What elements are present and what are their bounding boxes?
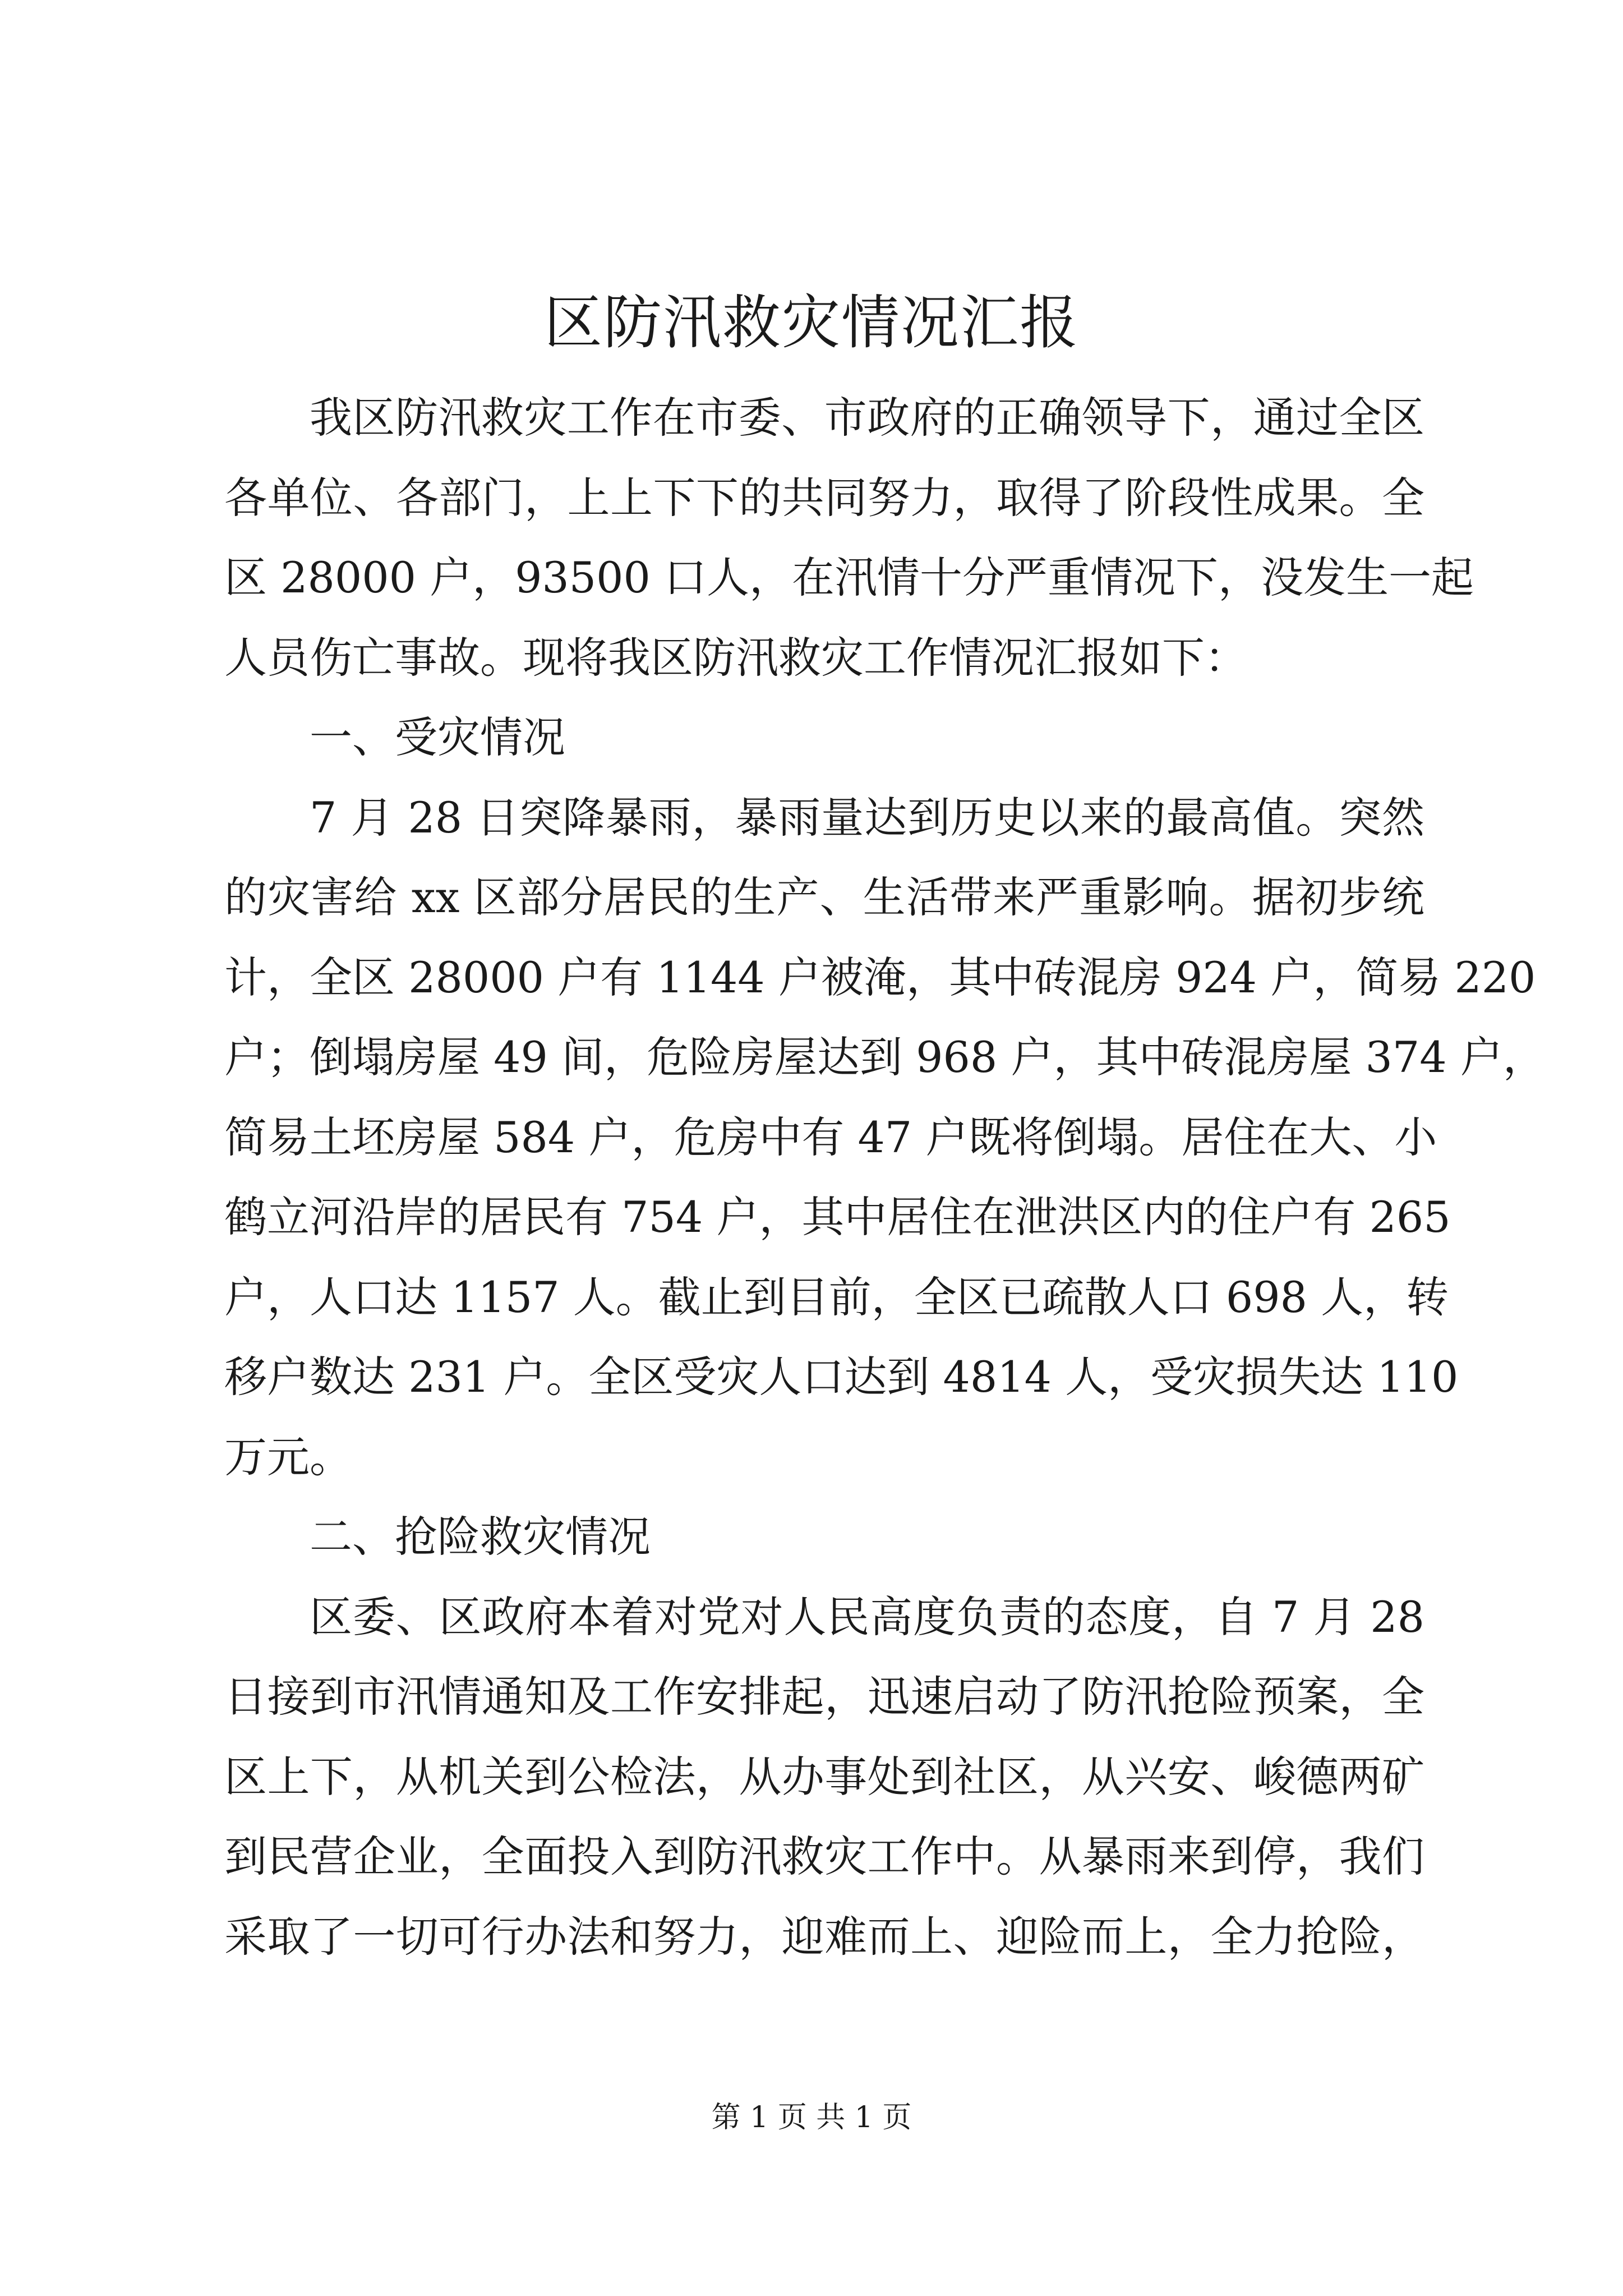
body-line: 户，人口达 1157 人。截止到目前，全区已疏散人口 698 人，转: [224, 1272, 1449, 1322]
body-line: 简易土坯房屋 584 户，危房中有 47 户既将倒塌。居住在大、小: [224, 1112, 1437, 1162]
body-line: 我区防汛救灾工作在市委、市政府的正确领导下，通过全区: [310, 393, 1424, 443]
body-line: 万元。: [224, 1432, 352, 1482]
body-line: 计，全区 28000 户有 1144 户被淹，其中砖混房 924 户，简易 220: [224, 953, 1536, 1002]
body-line: 鹤立河沿岸的居民有 754 户，其中居住在泄洪区内的住户有 265: [224, 1192, 1451, 1242]
body-line: 区 28000 户，93500 口人，在汛情十分严重情况下，没发生一起: [224, 553, 1474, 602]
body-line: 7 月 28 日突降暴雨，暴雨量达到历史以来的最高值。突然: [310, 793, 1424, 843]
document-title: 区防汛救灾情况汇报: [543, 288, 1079, 357]
page-footer: 第 1 页 共 1 页: [711, 2101, 912, 2134]
body-line: 移户数达 231 户。全区受灾人口达到 4814 人，受灾损失达 110: [224, 1352, 1459, 1402]
body-line: 区委、区政府本着对党对人民高度负责的态度，自 7 月 28: [310, 1592, 1424, 1642]
body-line: 的灾害给 xx 区部分居民的生产、生活带来严重影响。据初步统: [224, 872, 1424, 922]
body-line: 区上下，从机关到公检法，从办事处到社区，从兴安、峻德两矿: [224, 1752, 1424, 1802]
body-line: 各单位、各部门，上上下下的共同努力，取得了阶段性成果。全: [224, 473, 1424, 523]
body-line: 采取了一切可行办法和努力，迎难而上、迎险而上，全力抢险，: [224, 1912, 1424, 1962]
body-line: 一、受灾情况: [310, 712, 565, 762]
body-line: 二、抢险救灾情况: [310, 1512, 651, 1562]
body-line: 到民营企业，全面投入到防汛救灾工作中。从暴雨来到停，我们: [224, 1832, 1424, 1881]
body-line: 人员伤亡事故。现将我区防汛救灾工作情况汇报如下：: [224, 633, 1247, 683]
body-line: 日接到市汛情通知及工作安排起，迅速启动了防汛抢险预案，全: [224, 1672, 1424, 1722]
body-line: 户；倒塌房屋 49 间，危险房屋达到 968 户，其中砖混房屋 374 户，: [224, 1032, 1546, 1082]
